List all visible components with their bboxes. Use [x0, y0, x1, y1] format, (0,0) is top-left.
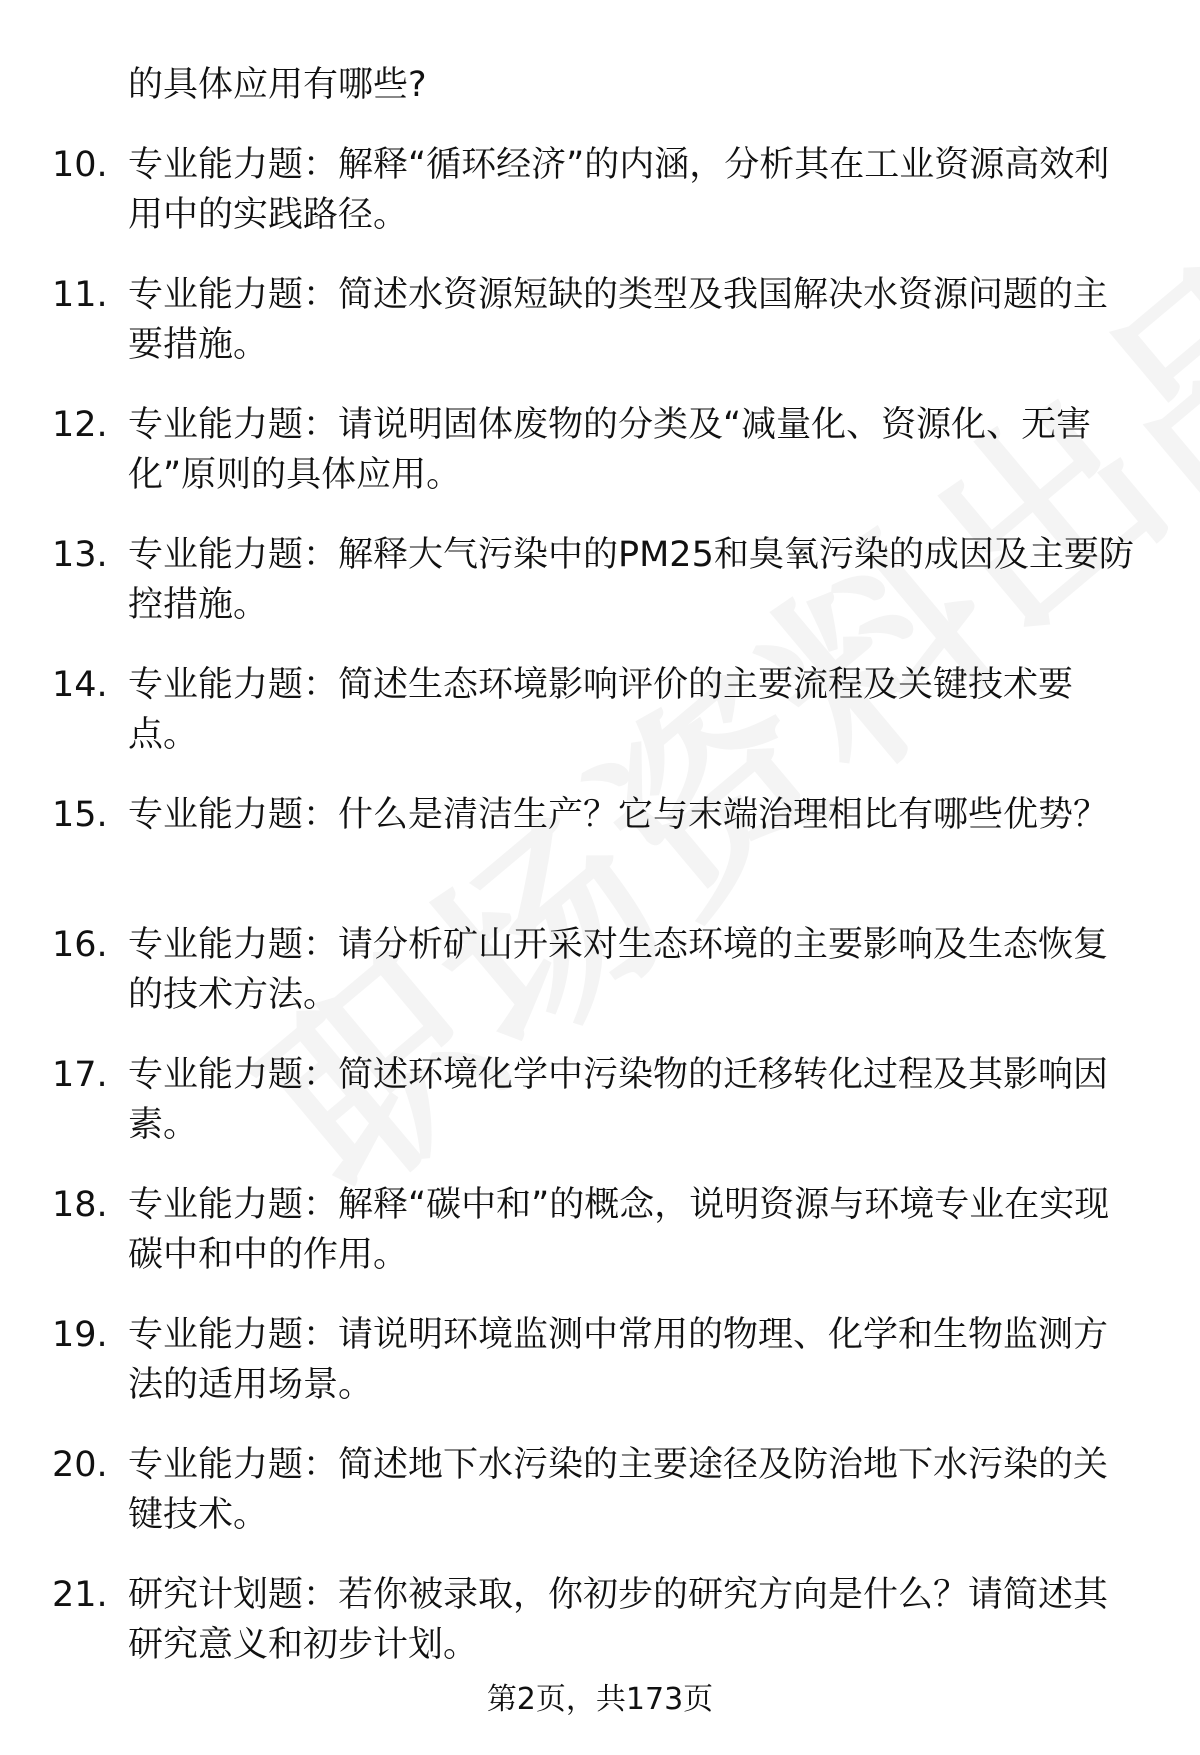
- question-number: 16.: [52, 925, 108, 965]
- list-item: [0, 1310, 1200, 1440]
- list-item: [0, 270, 1200, 400]
- list-item: [0, 530, 1200, 660]
- question-number: 20.: [52, 1445, 108, 1485]
- question-number: 11.: [52, 275, 108, 315]
- question-number: 10.: [52, 145, 108, 185]
- continuation-text: 的具体应用有哪些?: [128, 65, 427, 105]
- question-text: 专业能力题：解释“碳中和”的概念，说明资源与环境专业在实现碳中和中的作用。: [128, 1185, 1110, 1275]
- question-number: 18.: [52, 1185, 108, 1225]
- list-item: [0, 1440, 1200, 1570]
- question-text: 专业能力题：什么是清洁生产？它与末端治理相比有哪些优势？: [128, 795, 1109, 835]
- question-text: 专业能力题：请说明环境监测中常用的物理、化学和生物监测方法的适用场景。: [128, 1315, 1109, 1405]
- question-text: 专业能力题：简述水资源短缺的类型及我国解决水资源问题的主要措施。: [128, 275, 1109, 365]
- question-number: 21.: [52, 1575, 108, 1615]
- question-text: 专业能力题：简述生态环境影响评价的主要流程及关键技术要点。: [128, 665, 1074, 755]
- question-text: 专业能力题：解释大气污染中的PM25和臭氧污染的成因及主要防控措施。: [128, 535, 1134, 625]
- page-footer: 第2页，共173页: [486, 1682, 714, 1717]
- question-text: 专业能力题：简述地下水污染的主要途径及防治地下水污染的关键技术。: [128, 1445, 1109, 1535]
- list-item: [0, 660, 1200, 790]
- question-text: 专业能力题：请说明固体废物的分类及“减量化、资源化、无害化”原则的具体应用。: [128, 405, 1092, 495]
- question-number: 14.: [52, 665, 108, 705]
- list-item: [0, 920, 1200, 1050]
- question-number: 17.: [52, 1055, 108, 1095]
- question-number: 13.: [52, 535, 108, 575]
- list-item: [0, 400, 1200, 530]
- question-text: 专业能力题：简述环境化学中污染物的迁移转化过程及其影响因素。: [128, 1055, 1109, 1145]
- list-item: [0, 1050, 1200, 1180]
- question-number: 15.: [52, 795, 108, 835]
- question-text: 专业能力题：解释“循环经济”的内涵，分析其在工业资源高效利用中的实践路径。: [128, 145, 1110, 235]
- question-text: 研究计划题：若你被录取，你初步的研究方向是什么？请简述其研究意义和初步计划。: [128, 1575, 1109, 1665]
- question-list: [0, 140, 1200, 1700]
- list-item: [0, 790, 1200, 920]
- list-item: [0, 1180, 1200, 1310]
- question-text: 专业能力题：请分析矿山开采对生态环境的主要影响及生态恢复的技术方法。: [128, 925, 1109, 1015]
- list-item: [0, 140, 1200, 270]
- question-number: 12.: [52, 405, 108, 445]
- question-number: 19.: [52, 1315, 108, 1355]
